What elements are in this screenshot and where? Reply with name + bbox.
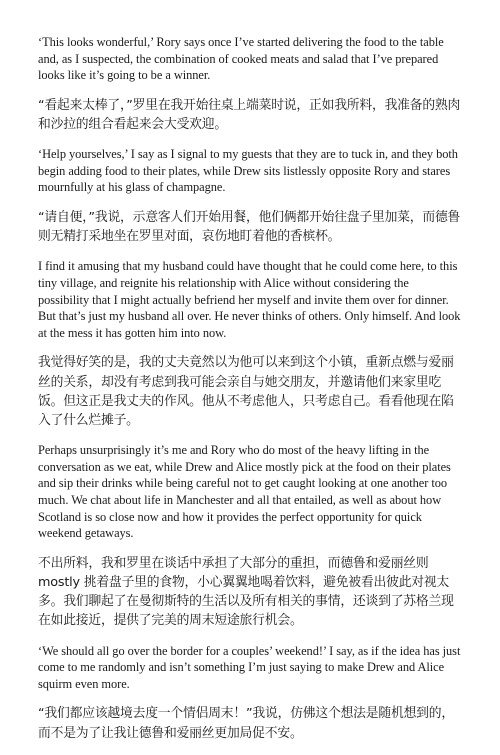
- paragraph-en-4: Perhaps unsurprisingly it’s me and Rory who do most of the heavy lifting in the conversation as we eat, while Drew and Alice mostly pick at the food on their plates and sip their drinks while being careful not to get caught looking at one another too much. We chat about life in Manchester and all that entailed, as well as about how Scotland is so close now and how it provides the perfect opportunity for quick weekend getaways.: [38, 443, 451, 541]
- paragraph-en-1: ‘This looks wonderful,’ Rory says once I’ve started delivering the food to the table and, as I suspected, the combination of cooked meats and salad that I’ve prepared looks like it’s going to be a winner.: [38, 35, 444, 83]
- document-page: [38, 34, 462, 755]
- paragraph-zh-2: “请自便，”我说，示意客人们开始用餐，他们俩都开始往盘子里加菜，而德鲁则无精打采地坐在罗里对面，哀伤地盯着他的香槟杯。: [38, 209, 461, 245]
- paragraph-en-2: ‘Help yourselves,’ I say as I signal to my guests that they are to tuck in, and they both begin adding food to their plates, while Drew sits listlessly opposite Rory and stares mournfully at his glass of champagne.: [38, 147, 458, 195]
- paragraph-zh-1: “看起来太棒了，”罗里在我开始往桌上端菜时说，正如我所料，我准备的熟肉和沙拉的组合看起来会大受欢迎。: [38, 97, 461, 132]
- paragraph-en-5: ‘We should all go over the border for a couples’ weekend!’ I say, as if the idea has just come to me randomly and isn’t something I’m just saying to make Drew and Alice squirm even more.: [38, 643, 461, 691]
- paragraph-zh-3: 我觉得好笑的是，我的丈夫竟然以为他可以来到这个小镇，重新点燃与爱丽丝的关系，却没有考虑到我可能会亲自与她交朋友，并邀请他们来家里吃饭。但这正是我丈夫的作风。他从不考虑他人，只考虑自己。看看他现在陷入了什么烂摊子。: [38, 355, 454, 428]
- paragraph-en-3: I find it amusing that my husband could have thought that he could come here, to this tiny village, and reignite his relationship with Alice without considering the possibility that I might actually befriend her myself and invite them over for dinner. But that’s just my husband all over. He never thinks of others. Only himself. And look at the mess it has gotten him into now.: [38, 259, 461, 340]
- paragraph-zh-5: “我们都应该越境去度一个情侣周末！”我说，仿佛这个想法是随机想到的，而不是为了让我让德鲁和爱丽丝更加局促不安。: [38, 706, 454, 741]
- paragraph-zh-4: 不出所料，我和罗里在谈话中承担了大部分的重担，而德鲁和爱丽丝则mostly 挑着盘子里的食物，小心翼翼地喝着饮料，避免被看出彼此对视太多。我们聊起了在曼彻斯特的生活以及所有相关的事情，还谈到了苏格兰现在如此接近，提供了完美的周末短途旅行机会。: [38, 555, 454, 629]
